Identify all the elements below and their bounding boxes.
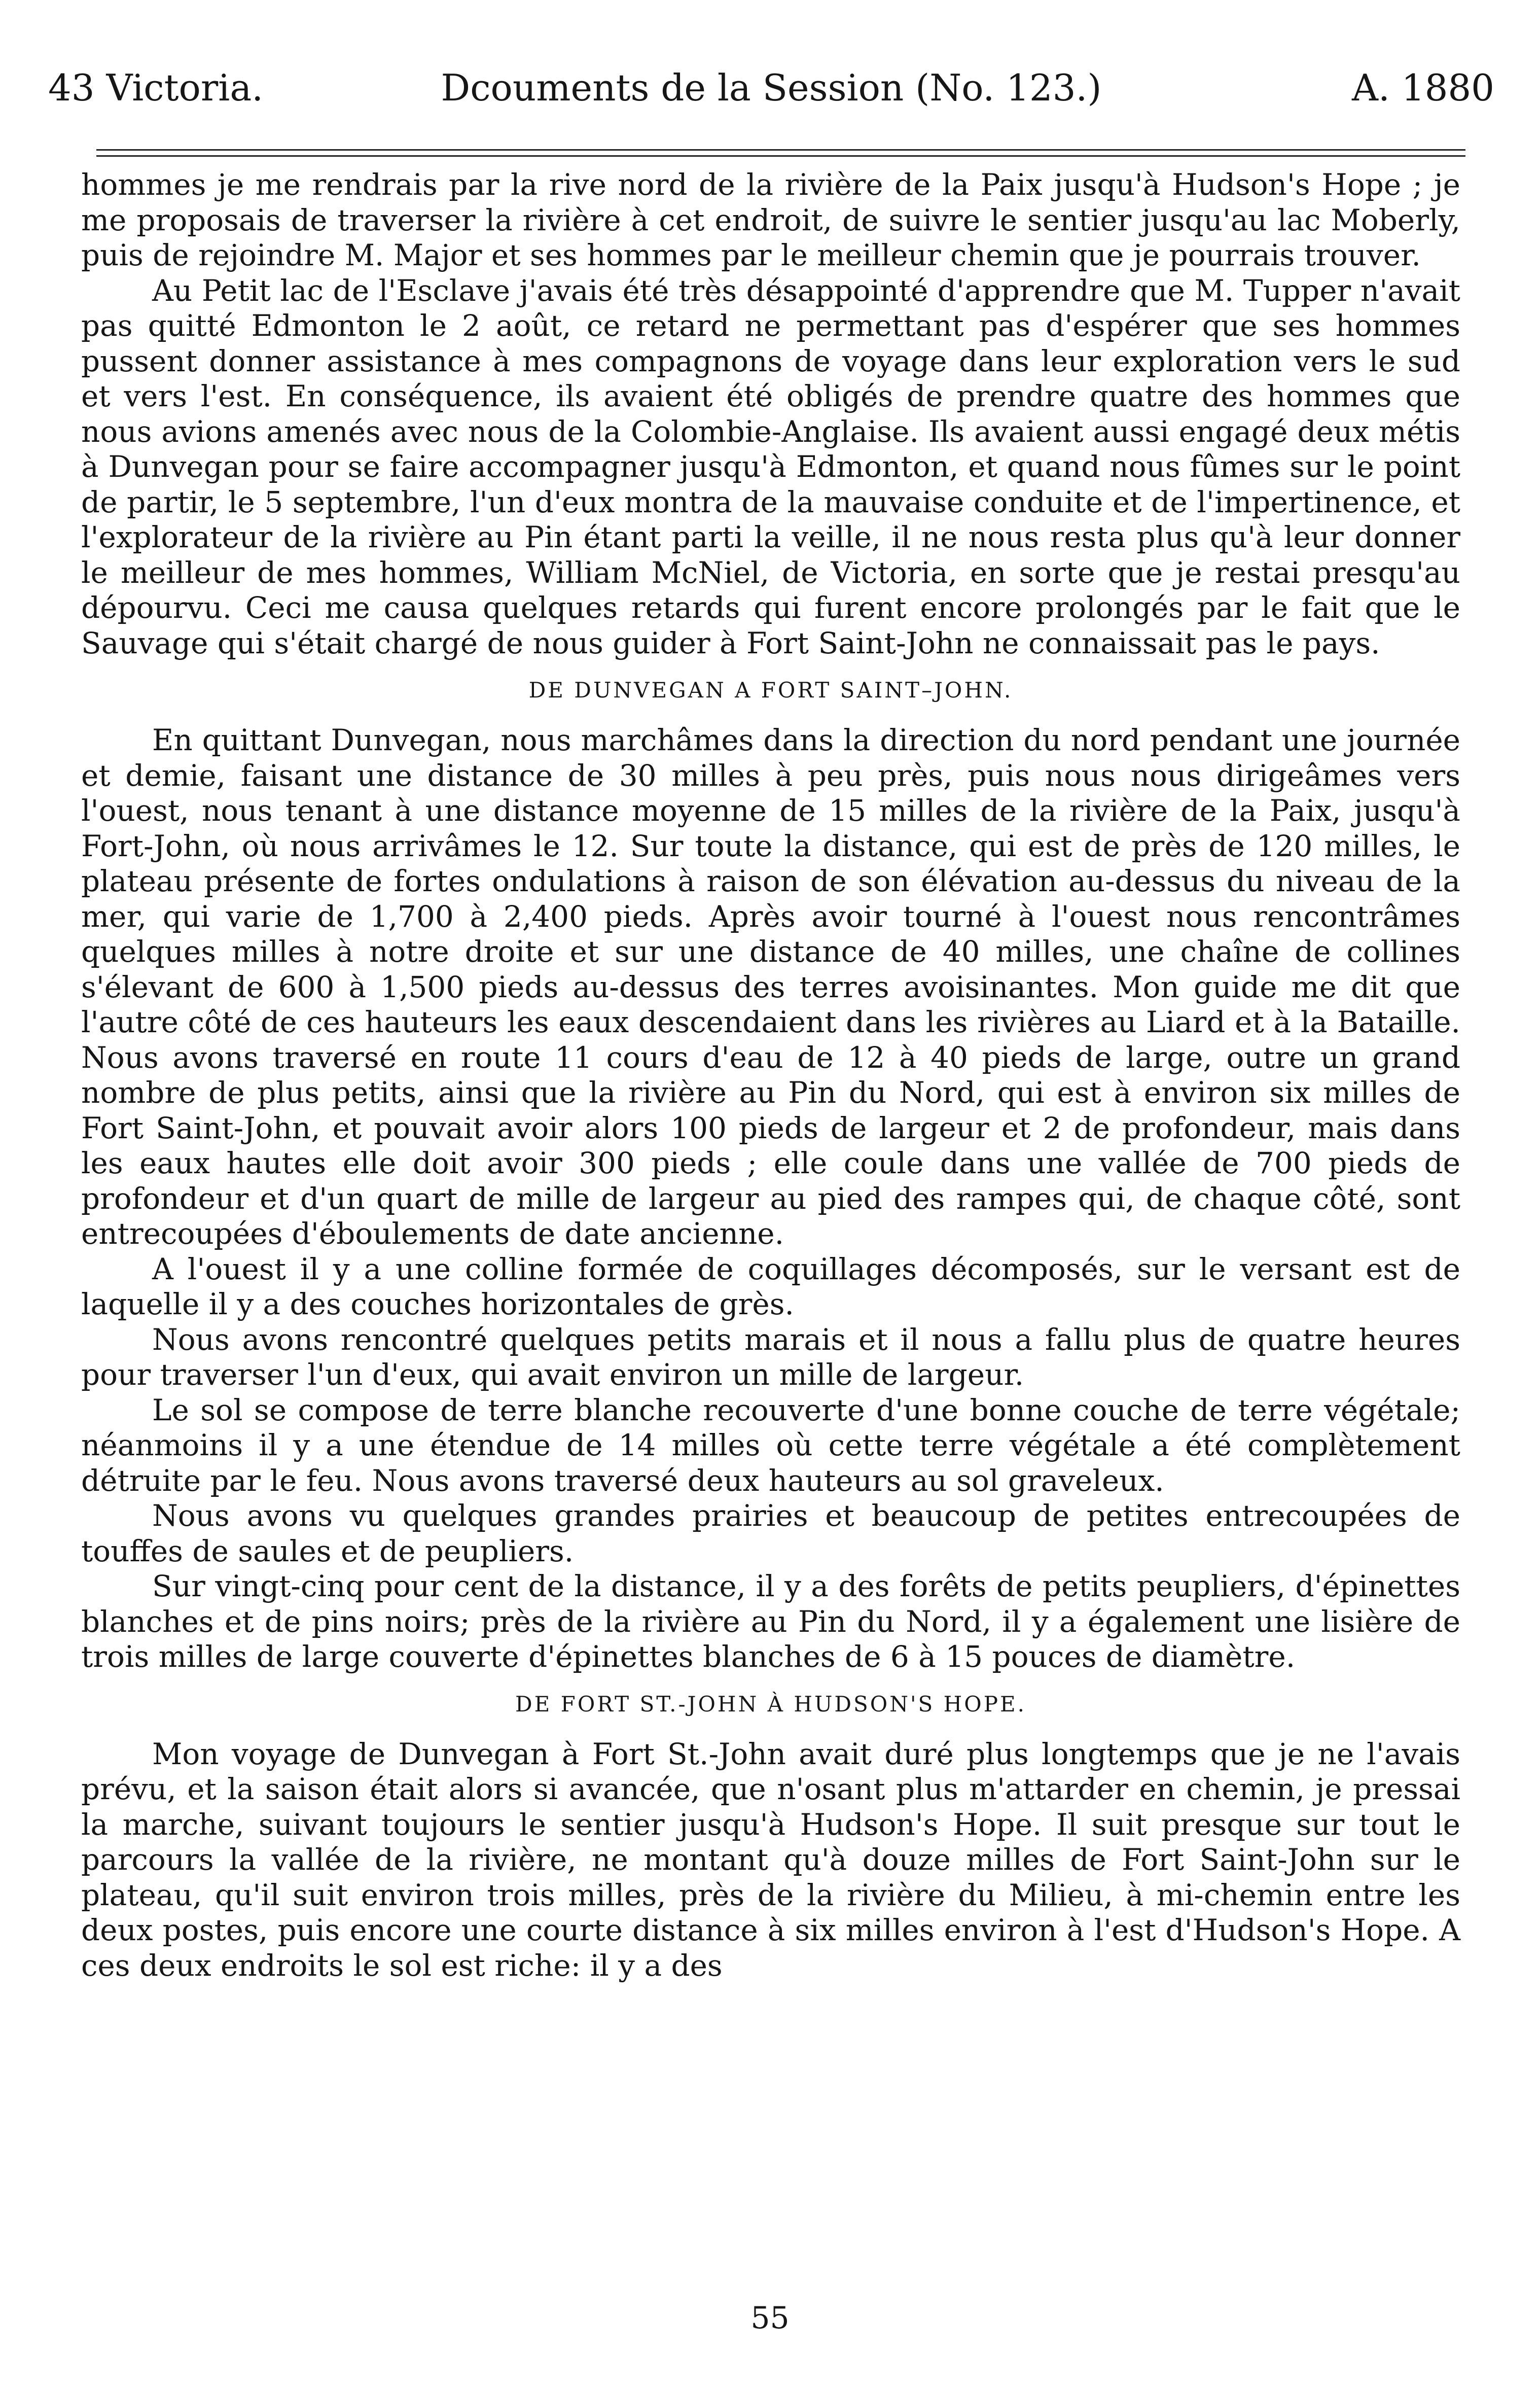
paragraph-continued: hommes je me rendrais par la rive nord de la rivière de la Paix jusqu'à Hudson's Hope ; je me proposais de traverser la rivière à cet endroit, de suivre le sentier jusqu'au lac Moberly, puis de rejoindre M. Major et ses hommes par le meilleur chemin que je pourrais trouver. [81, 167, 1460, 272]
paragraph: Le sol se compose de terre blanche recouverte d'une bonne couche de terre végétale; néanmoins il y a une étendue de 14 milles où cette terre végétale a été complètement détruite par le feu. Nous avons traversé deux hauteurs au sol graveleux. [81, 1392, 1460, 1498]
paragraph: A l'ouest il y a une colline formée de coquillages décomposés, sur le versant est de laquelle il y a des couches horizontales de grès. [81, 1251, 1460, 1321]
body-text [81, 167, 1460, 1983]
rule-top [96, 149, 1465, 151]
header-volume: 43 Victoria. [48, 66, 264, 109]
paragraph: Nous avons rencontré quelques petits marais et il nous a fallu plus de quatre heures pour traverser l'un d'eux, qui avait environ un mille de largeur. [81, 1322, 1460, 1392]
header-double-rule [96, 149, 1465, 159]
paragraph: En quittant Dunvegan, nous marchâmes dans la direction du nord pendant une journée et demie, faisant une distance de 30 milles à peu près, puis nous nous dirigeâmes vers l'ouest, nous tenant à une distance moyenne de 15 milles de la rivière de la Paix, jusqu'à Fort-John, où nous arrivâmes le 12. Sur toute la distance, qui est de près de 120 milles, le plateau présente de fortes ondulations à raison de son élévation au-dessus du niveau de la mer, qui varie de 1,700 à 2,400 pieds. Après avoir tourné à l'ouest nous rencontrâmes quelques milles à notre droite et sur une distance de 40 milles, une chaîne de collines s'élevant de 600 à 1,500 pieds au-dessus des terres avoisinantes. Mon guide me dit que l'autre côté de ces hauteurs les eaux descendaient dans les rivières au Liard et à la Bataille. Nous avons traversé en route 11 cours d'eau de 12 à 40 pieds de large, outre un grand nombre de plus petits, ainsi que la rivière au Pin du Nord, qui est à environ six milles de Fort Saint-John, et pouvait avoir alors 100 pieds de largeur et 2 de profondeur, mais dans les eaux hautes elle doit avoir 300 pieds ; elle coule dans une vallée de 700 pieds de profondeur et d'un quart de mille de largeur au pied des rampes qui, de chaque côté, sont entrecoupées d'éboulements de date ancienne. [81, 723, 1460, 1251]
header-year: A. 1880 [1351, 66, 1494, 109]
paragraph: Sur vingt-cinq pour cent de la distance, il y a des forêts de petits peupliers, d'épinettes blanches et de pins noirs; près de la rivière au Pin du Nord, il y a également une lisière de trois milles de large couverte d'épinettes blanches de 6 à 15 pouces de diamètre. [81, 1569, 1460, 1674]
paragraph: Au Petit lac de l'Esclave j'avais été très désappointé d'apprendre que M. Tupper n'avait pas quitté Edmonton le 2 août, ce retard ne permettant pas d'espérer que ses hommes pussent donner assistance à mes compagnons de voyage dans leur exploration vers le sud et vers l'est. En conséquence, ils avaient été obligés de prendre quatre des hommes que nous avions amenés avec nous de la Colombie-Anglaise. Ils avaient aussi engagé deux métis à Dunvegan pour se faire accompagner jusqu'à Edmonton, et quand nous fûmes sur le point de partir, le 5 septembre, l'un d'eux montra de la mauvaise conduite et de l'impertinence, et l'explorateur de la rivière au Pin étant parti la veille, il ne nous resta plus qu'à leur donner le meilleur de mes hommes, William McNiel, de Victoria, en sorte que je restai presqu'au dépourvu. Ceci me causa quelques retards qui furent encore prolongés par le fait que le Sauvage qui s'était chargé de nous guider à Fort Saint-John ne connaissait pas le pays. [81, 273, 1460, 660]
section-heading-hudsons-hope: DE FORT ST.-JOHN À HUDSON'S HOPE. [515, 1691, 1026, 1717]
section-heading-dunvegan: DE DUNVEGAN A FORT SAINT–JOHN. [528, 678, 1013, 703]
page-number: 55 [750, 2300, 790, 2336]
header-title: Dcouments de la Session (No. 123.) [441, 66, 1102, 109]
paragraph: Mon voyage de Dunvegan à Fort St.-John avait duré plus longtemps que je ne l'avais prévu, et la saison était alors si avancée, que n'osant plus m'attarder en chemin, je pressai la marche, suivant toujours le sentier jusqu'à Hudson's Hope. Il suit presque sur tout le parcours la vallée de la rivière, ne montant qu'à douze milles de Fort Saint-John sur le plateau, qu'il suit environ trois milles, près de la rivière du Milieu, à mi-chemin entre les deux postes, puis encore une courte distance à six milles environ à l'est d'Hudson's Hope. A ces deux endroits le sol est riche: il y a des [81, 1736, 1460, 1983]
running-header [48, 60, 1494, 116]
paragraph: Nous avons vu quelques grandes prairies et beaucoup de petites entrecoupées de touffes de saules et de peupliers. [81, 1498, 1460, 1568]
rule-bottom [96, 155, 1465, 157]
